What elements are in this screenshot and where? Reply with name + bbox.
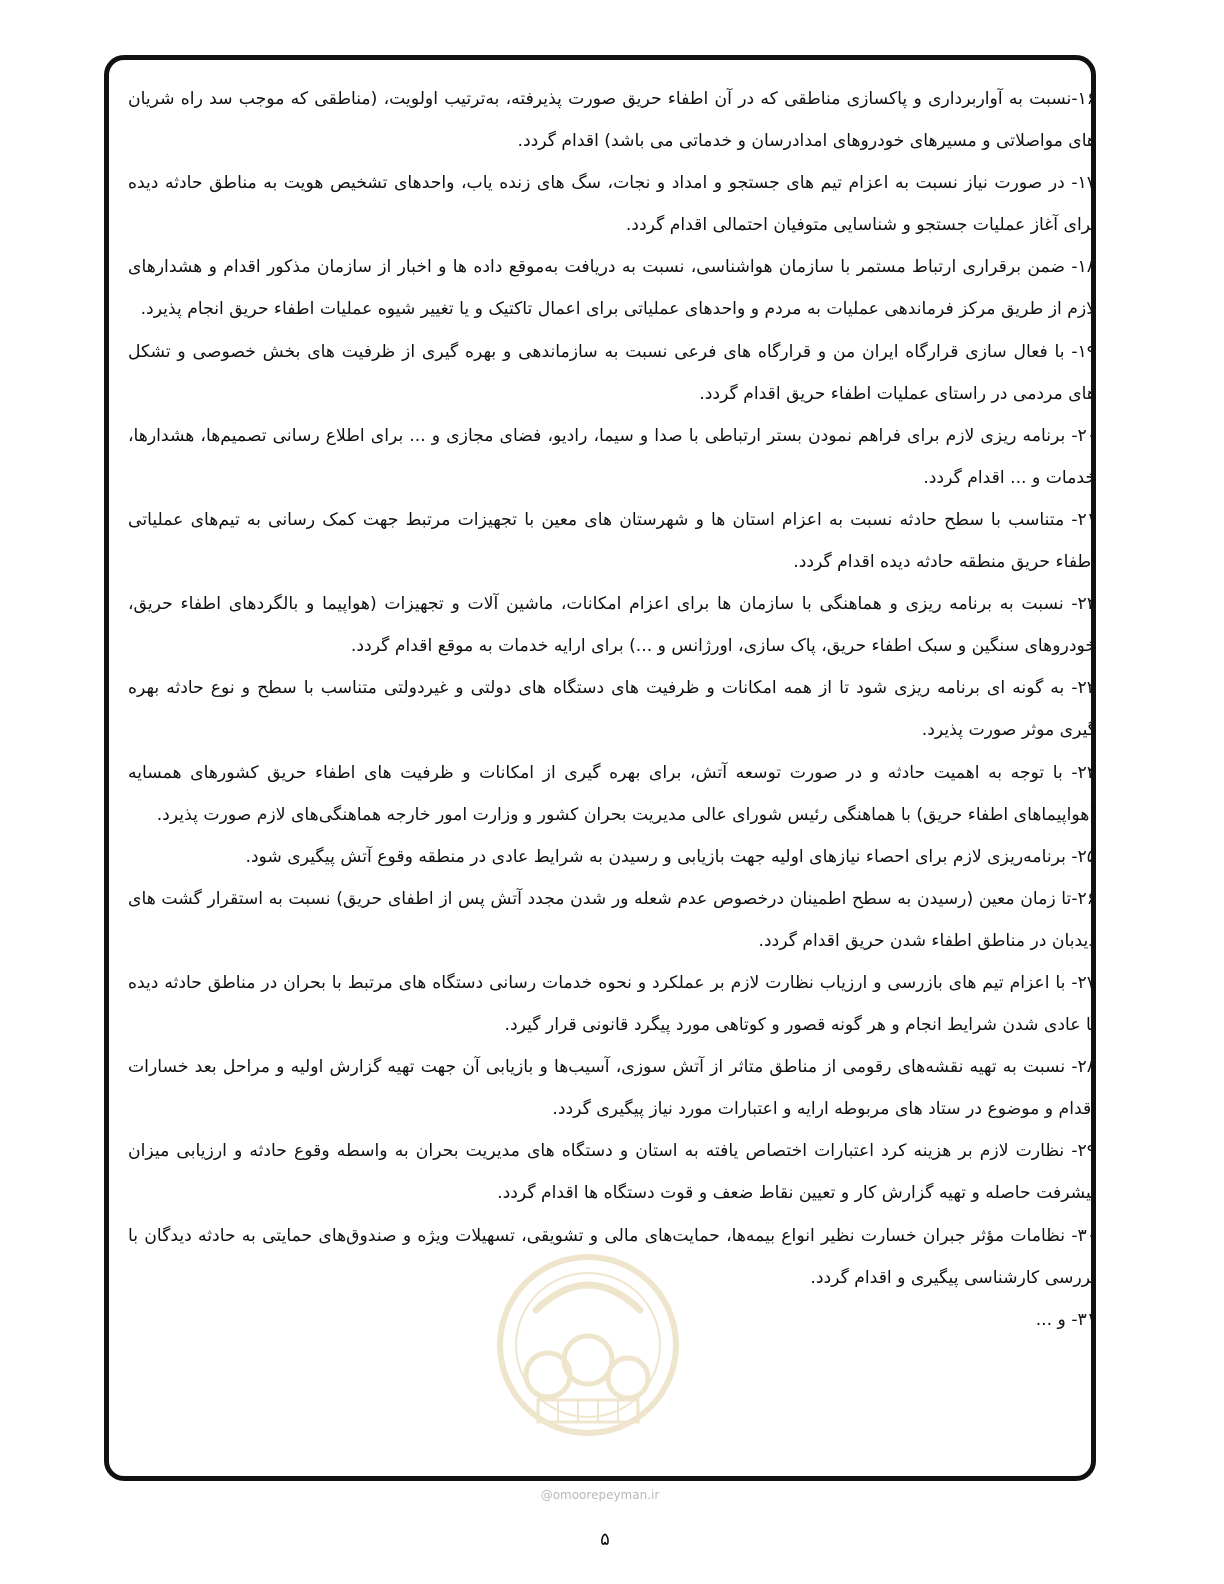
clause-24: ۲۴- با توجه به اهمیت حادثه و در صورت توسعه آتش، برای بهره گیری از امکانات و ظرفیت های اطفاء حریق کشورهای همسایه (هواپیماهای اطفاء حریق) با هماهنگی رئیس شورای عالی مدیریت بحران کشور و وزارت امور خارجه هماهنگی‌های لازم صورت پذیرد.: [128, 762, 1096, 825]
clause-26: ۲۶-تا زمان معین (رسیدن به سطح اطمینان درخصوص عدم شعله ور شدن مجدد آتش پس از اطفای حریق) نسبت به استقرار گشت های دیدبان در مناطق اطفاء شدن حریق اقدام گردد.: [128, 888, 1096, 951]
document-body: [128, 78, 1096, 1341]
clause-27: ۲۷- با اعزام تیم های بازرسی و ارزیاب نظارت لازم بر عملکرد و نحوه خدمات رسانی دستگاه های مرتبط با بحران در مناطق حادثه دیده تا عادی شدن شرایط انجام و هر گونه قصور و کوتاهی مورد پیگرد قانونی قرار گیرد.: [128, 972, 1096, 1036]
clause-29: ۲۹- نظارت لازم بر هزینه کرد اعتبارات اختصاص یافته به استان و دستگاه های مدیریت بحران به واسطه وقوع حادثه و ارزیابی میزان پیشرفت حاصله و تهیه گزارش کار و تعیین نقاط ضعف و قوت دستگاه ها اقدام گردد.: [128, 1141, 1096, 1204]
clause-20: ۲۰- برنامه ریزی لازم برای فراهم نمودن بستر ارتباطی با صدا و سیما، رادیو، فضای مجازی و ... برای اطلاع رسانی تصمیم‌ها، هشدارها، خدمات و ... اقدام گردد.: [128, 425, 1096, 488]
clause-31: ۳۱- و ...: [1035, 1309, 1096, 1330]
clause-23: ۲۳- به گونه ای برنامه ریزی شود تا از همه امکانات و ظرفیت های دستگاه های دولتی و غیردولتی متناسب با سطح و نوع حادثه بهره گیری موثر صورت پذیرد.: [128, 678, 1096, 741]
clause-17: ۱۷- در صورت نیاز نسبت به اعزام تیم های جستجو و امداد و نجات، سگ های زنده یاب، واحدهای تشخیص هویت به مناطق حادثه دیده برای آغاز عملیات جستجو و شناسایی متوفیان احتمالی اقدام گردد.: [128, 173, 1096, 236]
clause-28: ۲۸- نسبت به تهیه نقشه‌های رقومی از مناطق متاثر از آتش سوزی، آسیب‌ها و بازیابی آن جهت تهیه گزارش اولیه و مراحل بعد خسارات اقدام و موضوع در ستاد های مربوطه ارایه و اعتبارات مورد نیاز پیگیری گردد.: [128, 1057, 1096, 1120]
watermark-site-text: @omoorepeyman.ir: [540, 1488, 660, 1502]
clause-16: ۱۶-نسبت به آواربرداری و پاکسازی مناطقی که در آن اطفاء حریق صورت پذیرفته، به‌ترتیب اولویت، (مناطقی که موجب سد راه شریان های مواصلاتی و مسیرهای خودروهای امدادرسان و خدماتی می باشد) اقدام گردد.: [128, 89, 1096, 152]
clause-30: ۳۰- نظامات مؤثر جبران خسارت نظیر انواع بیمه‌ها، حمایت‌های مالی و تشویقی، تسهیلات ویژه و صندوق‌های حمایتی به حادثه دیدگان با بررسی کارشناسی پیگیری و اقدام گردد.: [128, 1225, 1096, 1288]
clause-21: ۲۱- متناسب با سطح حادثه نسبت به اعزام استان ها و شهرستان های معین با تجهیزات مرتبط جهت کمک رسانی به تیم‌های عملیاتی اطفاء حریق منطقه حادثه دیده اقدام گردد.: [128, 509, 1096, 573]
clause-25: ۲۵- برنامه‌ریزی لازم برای احصاء نیازهای اولیه جهت بازیابی و رسیدن به شرایط عادی در منطقه وقوع آتش پیگیری شود.: [245, 846, 1096, 867]
page-number: ۵: [600, 1529, 610, 1550]
clause-22: ۲۲- نسبت به برنامه ریزی و هماهنگی با سازمان ها برای اعزام امکانات، ماشین آلات و تجهیزات (هواپیما و بالگردهای اطفاء حریق، خودروهای سنگین و سبک اطفاء حریق، پاک سازی، اورژانس و ...) برای ارایه خدمات به موقع اقدام گردد.: [128, 594, 1096, 657]
clause-18: ۱۸- ضمن برقراری ارتباط مستمر با سازمان هواشناسی، نسبت به دریافت به‌موقع داده ها و اخبار از سازمان مذکور اقدام و هشدارهای لازم از طریق مرکز فرماندهی عملیات به مردم و واحدهای عملیاتی برای اعمال تاکتیک و یا تغییر شیوه عملیات اطفاء حریق انجام پذیرد.: [128, 257, 1096, 320]
clause-19: ۱۹- با فعال سازی قرارگاه ایران من و قرارگاه های فرعی نسبت به سازماندهی و بهره گیری از ظرفیت های بخش خصوصی و تشکل های مردمی در راستای عملیات اطفاء حریق اقدام گردد.: [128, 341, 1096, 404]
